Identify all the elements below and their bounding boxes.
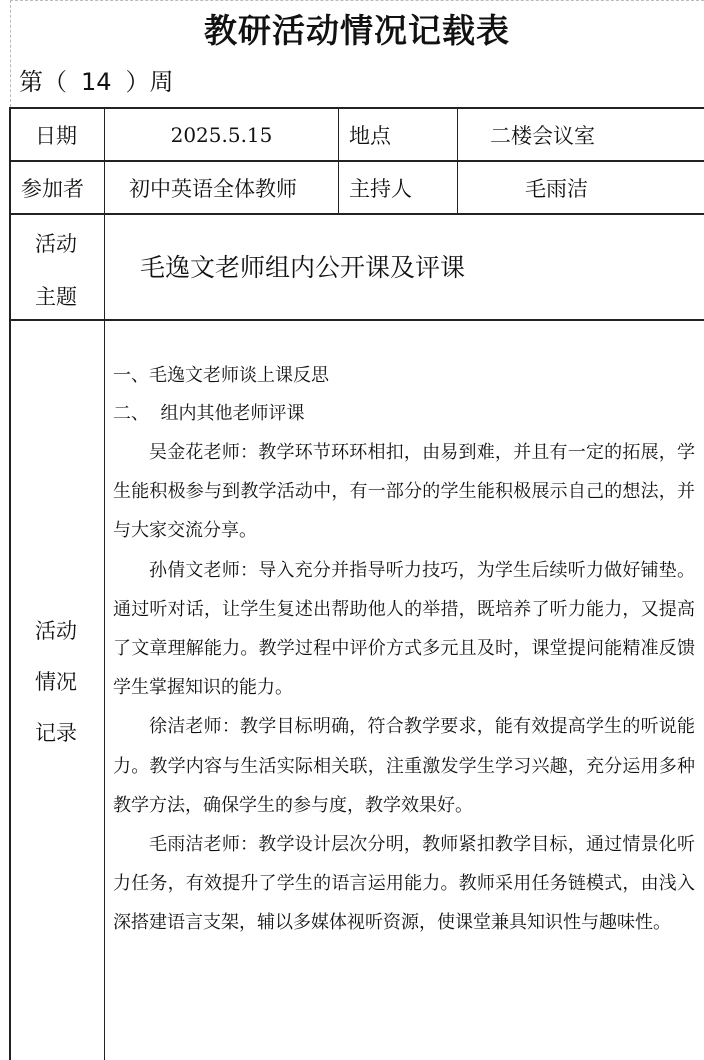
review-paragraph: 徐洁老师：教学目标明确，符合教学要求，能有效提高学生的听说能力。教学内容与生活实际相关联，注重激发学生学习兴趣，充分运用多种教学方法，确保学生的参与度，教学效果好。 <box>113 716 695 816</box>
participants-value: 初中英语全体教师 <box>129 176 297 201</box>
table-rule-col1 <box>104 107 105 1060</box>
table-rule-row3 <box>9 319 704 321</box>
topic-label-line1: 活动 <box>35 232 77 256</box>
place-value: 二楼会议室 <box>490 123 595 148</box>
participants-label: 参加者 <box>21 176 84 201</box>
document-title: 教研活动情况记载表 <box>204 11 510 50</box>
host-label: 主持人 <box>349 176 412 201</box>
date-value: 2025.5.15 <box>170 122 273 147</box>
record-heading-2: 二、 组内其他老师评课 <box>113 403 305 424</box>
week-prefix: 第（ <box>19 68 67 96</box>
review-paragraph: 毛雨洁老师：教学设计层次分明，教师紧扣教学目标，通过情景化听力任务，有效提升了学生的语言运用能力。教师采用任务链模式，由浅入深搭建语言支架，辅以多媒体视听资源，使课堂兼具知识性与趣味性。 <box>113 834 695 934</box>
week-suffix: ）周 <box>125 68 174 96</box>
topic-label <box>9 215 104 319</box>
review-paragraph: 吴金花老师：教学环节环环相扣，由易到难，并且有一定的拓展，学生能积极参与到教学活动中，有一部分的学生能积极展示自己的想法，并与大家交流分享。 <box>113 442 695 542</box>
record-content <box>113 357 695 943</box>
topic-label-line2: 主题 <box>35 285 77 309</box>
place-label: 地点 <box>349 123 391 148</box>
host-value: 毛雨洁 <box>525 176 588 201</box>
topic-value: 毛逸文老师组内公开课及评课 <box>140 253 466 282</box>
record-label-line3: 记录 <box>35 721 77 745</box>
review-paragraph: 孙倩文老师：导入充分并指导听力技巧，为学生后续听力做好铺垫。通过听对话，让学生复述出帮助他人的举措，既培养了听力能力，又提高了文章理解能力。教学过程中评价方式多元且及时，课堂提问能精准反馈学生掌握知识的能力。 <box>113 559 695 699</box>
week-number: 14 <box>81 68 112 96</box>
record-label-line2: 情况 <box>35 670 77 694</box>
record-heading-1: 一、毛逸文老师谈上课反思 <box>113 365 329 386</box>
table-rule-row2 <box>9 213 704 215</box>
record-label <box>9 600 104 760</box>
record-label-line1: 活动 <box>35 619 77 643</box>
date-label: 日期 <box>35 123 77 148</box>
